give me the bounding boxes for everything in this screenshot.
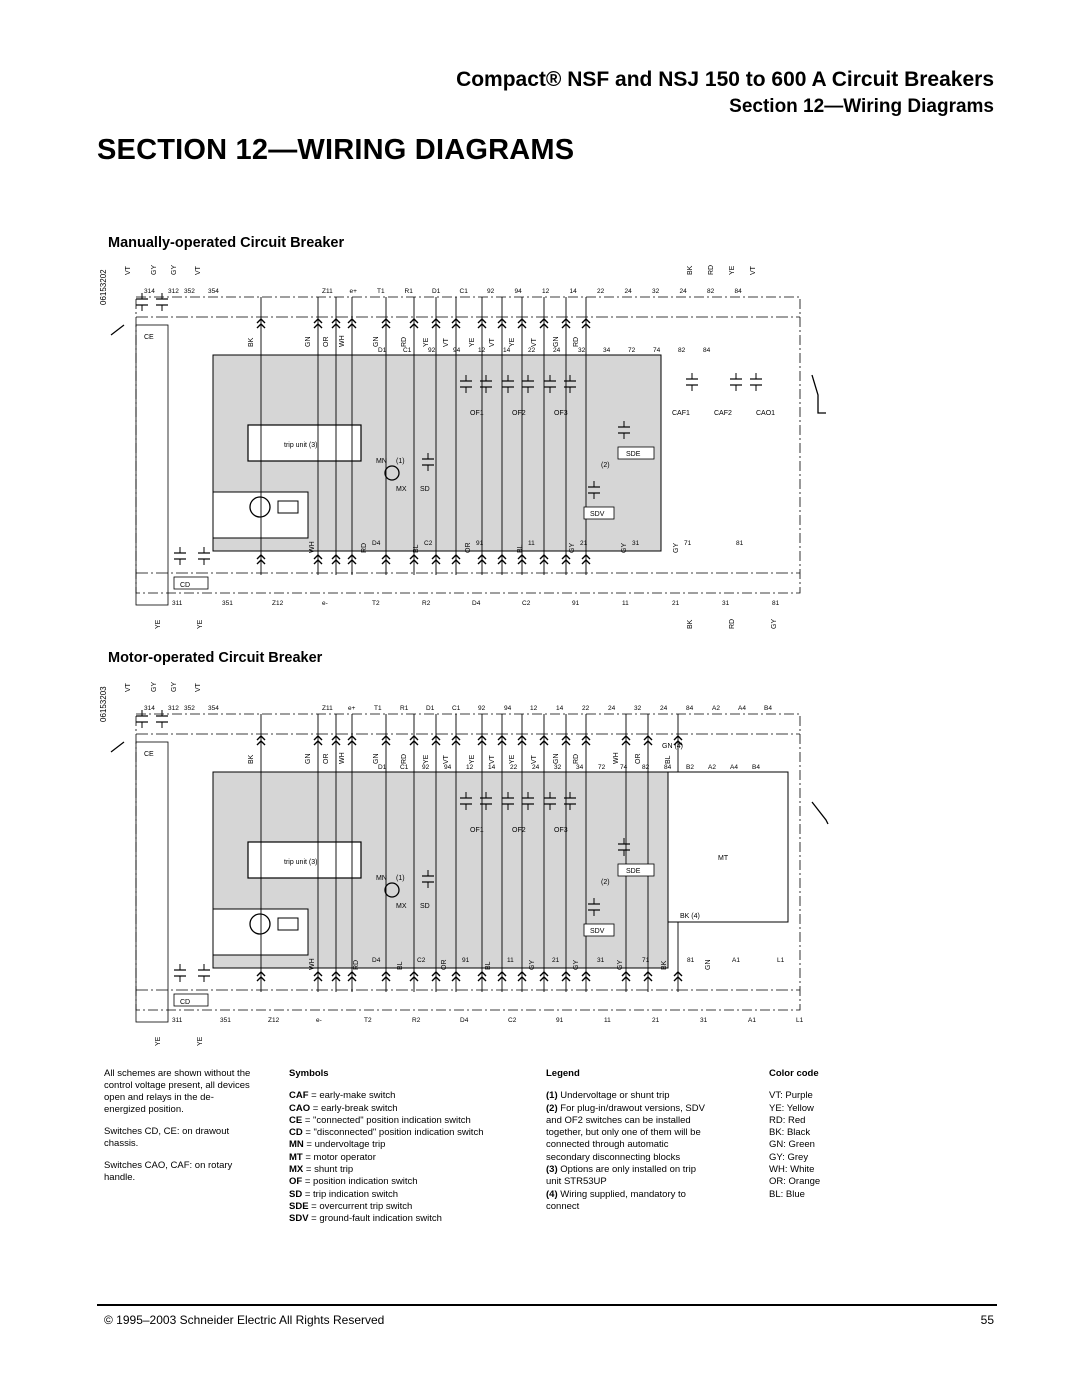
document-header-section: Section 12—Wiring Diagrams [729,96,994,117]
wire-color-label: YE [155,619,162,629]
terminal-label: 92 [422,764,430,771]
symbol-item: MN = undervoltage trip [289,1139,386,1151]
symbol-item: MX = shunt trip [289,1164,354,1176]
terminal-label: 22 [597,288,605,295]
wire-color-label: BL [413,544,420,553]
terminal-label: 12 [530,705,538,712]
wire-color-label: GY [151,681,158,692]
legend-item-line: secondary disconnecting blocks [546,1151,681,1163]
terminal-label: 91 [476,540,484,547]
terminal-label: 24 [660,705,668,712]
of-switch-label: OF1 [470,410,484,417]
of-switch-label: OF1 [470,827,484,834]
wire-color-label: VT [125,266,132,275]
terminal-label: D1 [432,288,441,295]
terminal-label: D1 [426,705,435,712]
motor-operator-box [668,772,788,922]
caf-cao-label: CAF2 [714,410,732,417]
wire-color-label: VT [750,266,757,275]
legend-item-line: and OF2 switches can be installed [546,1114,691,1126]
terminal-label: D4 [472,600,481,607]
wire-color-label: RD [353,959,360,970]
symbol-item: SD = trip indication switch [289,1188,399,1200]
terminal-label: 84 [703,347,711,354]
wire-color-label: GY [617,959,624,970]
terminal-label: 21 [672,600,680,607]
mn-label: MN [376,875,387,882]
of-switch-label: OF3 [554,827,568,834]
sensor-box [278,501,298,513]
terminal-label: 12 [466,764,474,771]
terminal-label: 21 [652,1017,660,1024]
legend-item-line: (2) For plug-in/drawout versions, SDV [546,1102,705,1114]
legend-item-line: (4) Wiring supplied, mandatory to [546,1188,686,1200]
sd-label: SD [420,486,430,493]
terminal-label: A1 [732,957,740,964]
wire-color-label: GY [171,264,178,275]
wire-color-label: BL [485,961,492,970]
note-1: All schemes are shown without the control voltage present, all devices open and relays in the de-energized position. [104,1068,251,1115]
terminal-label: 82 [678,347,686,354]
terminal-label: C2 [417,957,426,964]
terminal-label: 31 [700,1017,708,1024]
symbol-item: SDE = overcurrent trip switch [289,1200,413,1212]
wire-color-label: VT [489,755,496,764]
terminal-label: 352 [184,288,195,295]
symbol-item: OF = position indication switch [289,1176,418,1188]
terminal-label: 11 [507,957,514,964]
symbols-heading: Symbols [289,1068,329,1079]
symbol-item: CAF = early-make switch [289,1090,396,1102]
terminal-label: 32 [652,288,660,295]
terminal-label: e+ [348,705,356,712]
terminal-label: D4 [460,1017,469,1024]
ce-label: CE [144,334,154,341]
terminal-label: 14 [503,347,511,354]
terminal-label: 22 [582,705,590,712]
legend-item-line: together, but only one of them will be [546,1127,701,1139]
wire-color-label: YE [469,754,476,764]
sde-label: SDE [626,868,641,875]
sde-note-label: (2) [601,462,610,469]
wire-color-label: BK [687,265,694,275]
wire-color-label: BK [248,754,255,764]
terminal-label: D1 [378,347,387,354]
terminal-label: 32 [634,705,642,712]
terminal-label: 32 [578,347,586,354]
wire-color-label: GY [621,542,628,553]
mn-note-label: (1) [396,458,405,465]
wire-color-label: YE [423,754,430,764]
terminal-label: 91 [462,957,470,964]
wire-color-label: GN [305,753,312,764]
wire-color-label: YE [423,337,430,347]
cd-label: CD [180,582,191,589]
wire-color-label: VT [443,338,450,347]
diagram-heading-manual: Manually-operated Circuit Breaker [108,235,345,251]
terminal-label: L1 [777,957,785,964]
terminal-label: 21 [580,540,588,547]
sd-label: SD [420,903,430,910]
wire-color-label: GN [705,959,712,970]
bk-note-label: BK (4) [680,913,700,920]
mn-label: MN [376,458,387,465]
sdv-label: SDV [590,511,605,518]
wire-color-label: GY [771,618,778,629]
terminal-label: A1 [748,1017,756,1024]
wire-color-label: VT [489,338,496,347]
terminal-label: 11 [622,600,629,607]
wire-color-label: OR [635,753,642,764]
legend-heading: Legend [546,1068,580,1079]
wire-color-label: BK [687,619,694,629]
wire-color-label: YE [509,337,516,347]
terminal-label: D4 [372,540,381,547]
terminal-label: 91 [556,1017,564,1024]
terminal-label: 11 [528,540,535,547]
wire-color-label: RD [573,336,580,347]
wire-color-label: YE [197,619,204,629]
terminal-label: 311 [172,600,183,607]
terminal-label: 81 [772,600,780,607]
terminal-label: R1 [404,288,413,295]
terminal-label: 94 [444,764,452,771]
terminal-label: Z12 [272,600,284,607]
wire-color-label: GY [573,959,580,970]
wire-color-label: BL [517,544,524,553]
terminal-label: 34 [576,764,584,771]
switch-blade [111,325,124,335]
terminal-label: 94 [514,288,522,295]
terminal-label: 14 [569,288,577,295]
terminal-label: A4 [730,764,738,771]
terminal-label: 32 [554,764,562,771]
terminal-label: C2 [508,1017,517,1024]
terminal-label: 34 [603,347,611,354]
wire-color-label: WH [339,752,346,764]
color-code-item: OR: Orange [769,1176,821,1188]
terminal-label: A2 [712,705,720,712]
terminal-label: 82 [642,764,650,771]
terminal-label: C1 [452,705,461,712]
color-code-item: YE: Yellow [769,1102,814,1114]
terminal-label: 74 [620,764,628,771]
legend-item-line: (3) Options are only installed on trip [546,1164,696,1176]
wire-color-label: RD [361,542,368,553]
terminal-label: A2 [708,764,716,771]
wire-color-label: VT [195,266,202,275]
wire-color-label: GN [373,336,380,347]
legend-list [546,1068,705,1213]
wire-color-label: VT [125,683,132,692]
terminal-label: T2 [364,1017,372,1024]
terminal-label: 81 [687,957,695,964]
of-switch-label: OF2 [512,827,526,834]
motor-switch-symbol [812,802,828,824]
wire-color-label: WH [339,335,346,347]
mt-label: MT [718,855,729,862]
terminal-label: 22 [510,764,518,771]
terminal-label: R2 [412,1017,421,1024]
note-2: Switches CD, CE: on drawout chassis. [104,1126,230,1149]
ce-cd-frame [136,742,168,1022]
terminal-label: 352 [184,705,195,712]
wire-color-label: OR [465,542,472,553]
terminal-label: 71 [642,957,650,964]
wire-color-label: WH [309,541,316,553]
wire-color-label: GY [673,542,680,553]
terminal-label: e+ [349,288,357,295]
terminal-label: 84 [664,764,672,771]
wire-color-label: GY [151,264,158,275]
terminal-label: C2 [522,600,531,607]
terminal-label: C1 [400,764,409,771]
terminal-label: 314 [144,288,155,295]
sde-label: SDE [626,451,641,458]
ground-fault-box [213,909,308,955]
terminal-label: Z12 [268,1017,280,1024]
terminal-label: Z11 [322,288,333,295]
wire-color-label: YE [155,1036,162,1046]
terminal-label: R2 [422,600,431,607]
terminal-label: 84 [686,705,694,712]
terminal-label: 351 [222,600,233,607]
ce-cd-frame [136,325,168,605]
terminal-label: C1 [459,288,468,295]
switch-blade [111,742,124,752]
color-code-item: VT: Purple [769,1090,813,1102]
terminal-label: 351 [220,1017,231,1024]
ce-label: CE [144,751,154,758]
color-code-item: WH: White [769,1164,815,1176]
wire-color-label: WH [309,958,316,970]
document-header-title: Compact® NSF and NSJ 150 to 600 A Circuit Breakers [456,68,994,91]
terminal-label: 92 [428,347,436,354]
terminal-label: 312 [168,705,179,712]
symbol-item: CD = "disconnected" position indication switch [289,1127,484,1139]
terminal-label: 92 [478,705,486,712]
terminal-label: 72 [598,764,606,771]
terminal-label: 72 [628,347,636,354]
terminal-label: 84 [734,288,742,295]
wire-color-label: VT [443,755,450,764]
legend-item-line: unit STR53UP [546,1176,607,1188]
color-code-item: BL: Blue [769,1188,805,1200]
footer-copyright: © 1995–2003 Schneider Electric All Rights Reserved [104,1313,385,1327]
terminal-label: 12 [542,288,550,295]
color-code-item: GN: Green [769,1139,815,1151]
wire-color-label: VT [531,755,538,764]
wire-color-label: RD [401,336,408,347]
wire-color-label: YE [197,1036,204,1046]
symbol-item: SDV = ground-fault indication switch [289,1213,442,1225]
terminal-label: 94 [453,347,461,354]
terminal-label: L1 [796,1017,804,1024]
trip-unit-label: trip unit (3) [284,442,318,449]
terminal-label: 71 [684,540,692,547]
terminal-label: C2 [424,540,433,547]
terminal-label: Z11 [322,705,333,712]
diagram-notes [104,1068,254,1194]
wire-color-label: VT [531,338,538,347]
terminal-label: 14 [488,764,496,771]
wire-color-label: GY [171,681,178,692]
wiring-diagram-motor [96,672,836,1050]
wire-color-label: RD [729,618,736,629]
terminal-label: T1 [377,288,385,295]
legend-item-line: connect [546,1200,580,1212]
sensor-box [278,918,298,930]
wire-color-label: GY [529,959,536,970]
terminal-label: e- [322,600,328,607]
wire-color-label: GN [305,336,312,347]
terminal-label: 74 [653,347,661,354]
caf-cao-label: CAO1 [756,410,776,417]
wire-color-label: OR [323,336,330,347]
terminal-label: e- [316,1017,322,1024]
of-switch-label: OF3 [554,410,568,417]
mx-label: MX [396,486,407,493]
wiring-diagram-motor-svg [96,672,836,1050]
terminal-label: 11 [604,1017,611,1024]
figure-id: 06153203 [99,686,108,722]
of-switch-label: OF2 [512,410,526,417]
legend-item-line: (1) Undervoltage or shunt trip [546,1090,670,1102]
wire-color-label: OR [323,753,330,764]
gn-note-label: GN (4) [662,743,683,750]
section-title: SECTION 12—WIRING DIAGRAMS [97,134,575,166]
terminal-label: C1 [403,347,412,354]
color-code-item: GY: Grey [769,1151,809,1163]
terminal-label: T1 [374,705,382,712]
terminal-label: 31 [722,600,730,607]
terminal-label: D4 [372,957,381,964]
terminal-label: 21 [552,957,560,964]
diagram-heading-motor: Motor-operated Circuit Breaker [108,650,323,666]
wire-color-label: BL [397,961,404,970]
terminal-label: 31 [632,540,640,547]
symbols-list [289,1068,484,1226]
rotary-handle-symbol [812,375,826,413]
wiring-diagram-manual [96,255,836,633]
wire-color-label: YE [509,754,516,764]
sdv-label: SDV [590,928,605,935]
terminal-label: 94 [504,705,512,712]
mn-note-label: (1) [396,875,405,882]
wire-color-label: GY [569,542,576,553]
wire-color-label: VT [195,683,202,692]
terminal-label: 82 [707,288,715,295]
terminal-label: 22 [528,347,536,354]
terminal-label: 24 [553,347,561,354]
terminal-label: 24 [532,764,540,771]
page-number: 55 [980,1313,994,1327]
terminal-label: 24 [624,288,632,295]
wire-color-label: GN [553,336,560,347]
wire-color-label: BL [665,755,672,764]
ground-fault-box [213,492,308,538]
wire-color-label: RD [573,753,580,764]
figure-id: 06153202 [99,269,108,305]
terminal-label: 92 [487,288,495,295]
color-code-heading: Color code [769,1068,819,1079]
terminal-label: D1 [378,764,387,771]
caf-cao-label: CAF1 [672,410,690,417]
symbol-item: CE = "connected" position indication switch [289,1114,471,1126]
sde-note-label: (2) [601,879,610,886]
terminal-label: 354 [208,705,219,712]
color-code-item: BK: Black [769,1127,811,1139]
footer-divider [97,1304,997,1306]
wire-color-label: GN [553,753,560,764]
terminal-label: 24 [679,288,687,295]
terminal-label: 24 [608,705,616,712]
wire-color-label: WH [613,752,620,764]
terminal-label: 81 [736,540,744,547]
terminal-label: B2 [686,764,694,771]
terminal-label: 312 [168,288,179,295]
cd-label: CD [180,999,191,1006]
legend-item-line: connected through automatic [546,1139,669,1151]
symbol-item: CAO = early-break switch [289,1102,398,1114]
trip-unit-label: trip unit (3) [284,859,318,866]
terminal-label: T2 [372,600,380,607]
wire-color-label: BK [661,960,668,970]
color-code-list [769,1068,820,1201]
terminal-label: 91 [572,600,580,607]
terminal-label: B4 [764,705,772,712]
wire-color-label: OR [441,959,448,970]
wire-color-label: GN [373,753,380,764]
wire-color-label: RD [401,753,408,764]
wiring-diagram-manual-svg [96,255,836,633]
terminal-label: 14 [556,705,564,712]
wire-color-label: RD [708,264,715,275]
note-3: Switches CAO, CAF: on rotary handle. [104,1160,233,1183]
symbol-item: MT = motor operator [289,1151,376,1163]
color-code-item: RD: Red [769,1114,806,1126]
mx-label: MX [396,903,407,910]
terminal-label: 31 [597,957,605,964]
wire-color-label: YE [729,265,736,275]
terminal-label: A4 [738,705,746,712]
terminal-label: 12 [478,347,486,354]
terminal-label: 311 [172,1017,183,1024]
terminal-label: 314 [144,705,155,712]
terminal-label: B4 [752,764,760,771]
terminal-label: R1 [400,705,409,712]
wire-color-label: BK [248,337,255,347]
terminal-label: 354 [208,288,219,295]
wire-color-label: YE [469,337,476,347]
